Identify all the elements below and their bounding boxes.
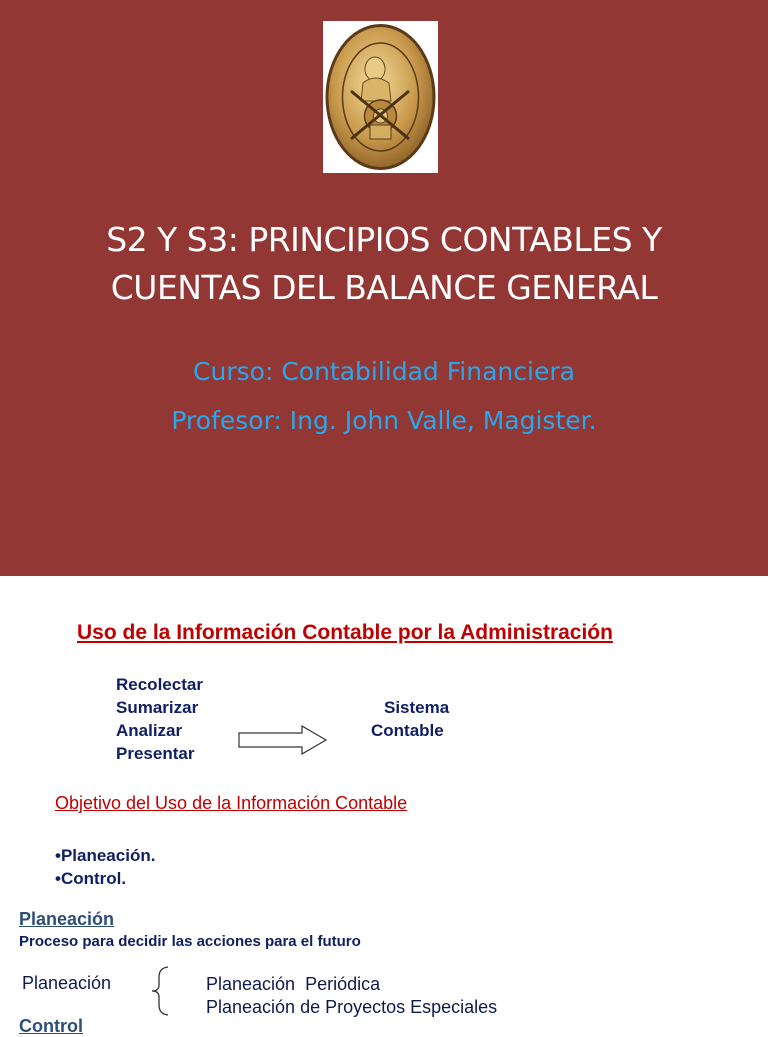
process-steps-list [116,673,203,765]
system-line2: Contable [371,721,444,740]
planning-type-item: Planeación de Proyectos Especiales [206,997,498,1017]
accounting-system-label [371,696,449,742]
objectives-list [55,844,155,890]
planning-heading: Planeación [19,909,115,929]
objective-heading: Objetivo del Uso de la Información Contable [55,793,408,813]
step-item: Recolectar [116,675,203,694]
course-subtitle: Curso: Contabilidad Financiera [193,357,575,386]
slide-title-line1: S2 Y S3: PRINCIPIOS CONTABLES Y [106,220,662,259]
slide-title-line2: CUENTAS DEL BALANCE GENERAL [110,268,658,307]
control-heading-partial: Control [19,1016,83,1036]
right-arrow-icon [238,725,328,755]
planning-types-list [206,973,497,1019]
planning-label: Planeación [22,973,112,993]
planning-type-item: Planeación Periódica [206,974,381,994]
planning-description: Proceso para decidir las acciones para el futuro [19,933,361,950]
left-brace-icon [148,965,172,1017]
content-slide [0,576,768,1036]
seal-icon [323,21,438,173]
system-line1: Sistema [384,698,450,717]
professor-subtitle: Profesor: Ing. John Valle, Magister. [171,406,597,435]
step-item: Sumarizar [116,698,199,717]
university-seal-logo [323,21,438,173]
objective-item: •Planeación. [55,846,156,865]
objective-item: •Control. [55,869,127,888]
content-slide-title: Uso de la Información Contable por la Administración [77,621,613,644]
step-item: Analizar [116,721,183,740]
step-item: Presentar [116,744,195,763]
slide-title [30,216,738,312]
